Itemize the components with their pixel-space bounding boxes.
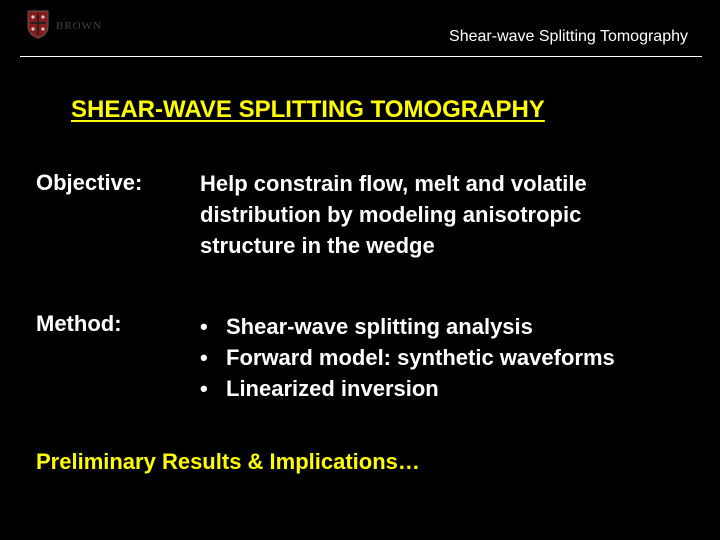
- brown-logo: [27, 9, 117, 49]
- results-heading: Preliminary Results & Implications…: [36, 449, 420, 474]
- method-label: Method:: [36, 311, 122, 336]
- method-item-text: Linearized inversion: [226, 376, 439, 401]
- method-item-text: Forward model: synthetic waveforms: [226, 345, 615, 370]
- objective-line: structure in the wedge: [200, 233, 435, 258]
- slide-title: SHEAR-WAVE SPLITTING TOMOGRAPHY: [71, 96, 545, 123]
- bullet-icon: •: [200, 345, 208, 370]
- brown-shield-icon: [27, 9, 49, 39]
- objective-line: distribution by modeling anisotropic: [200, 202, 582, 227]
- bullet-icon: •: [200, 376, 208, 401]
- method-item: [200, 311, 615, 342]
- method-item-text: Shear-wave splitting analysis: [226, 314, 533, 339]
- logo-text: BROWN: [56, 20, 102, 32]
- method-item: [200, 373, 615, 404]
- objective-line: Help constrain flow, melt and volatile: [200, 171, 587, 196]
- method-item: [200, 342, 615, 373]
- header-divider: [20, 56, 702, 57]
- header-title: Shear-wave Splitting Tomography: [449, 28, 688, 45]
- method-list: [200, 311, 615, 404]
- objective-text: [200, 168, 700, 261]
- objective-label: Objective:: [36, 170, 143, 195]
- bullet-icon: •: [200, 314, 208, 339]
